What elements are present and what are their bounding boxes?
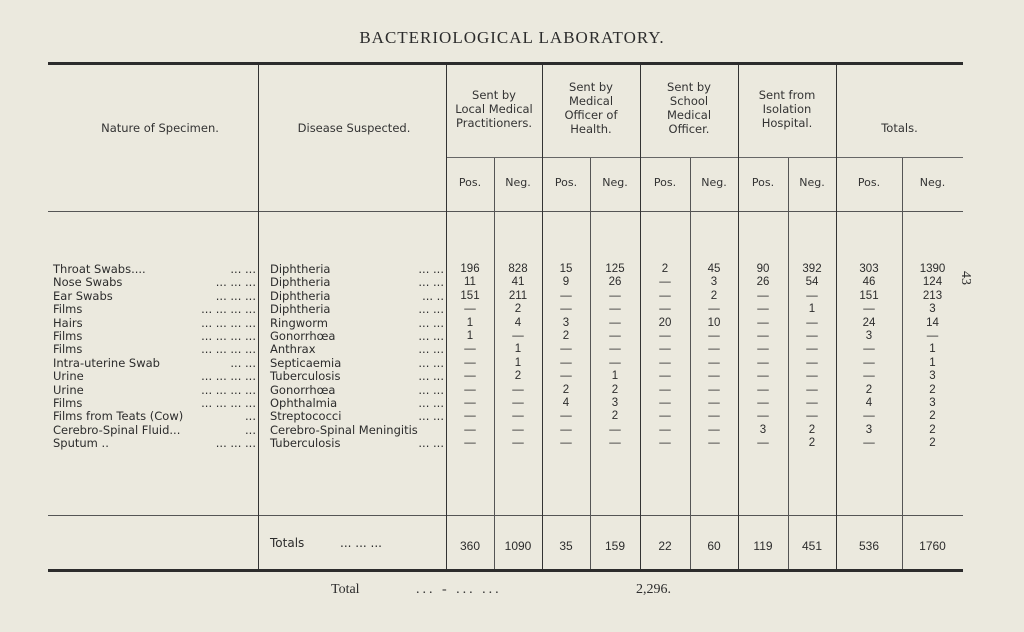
specimen-leader-dots: ... ... ... ... xyxy=(201,302,256,317)
table-cell-value: — xyxy=(806,343,818,356)
table-cell-value: — xyxy=(806,397,818,409)
table-cell-value: — xyxy=(560,410,572,423)
table-cell-value: 2 xyxy=(929,383,936,396)
table-cell-value: 1 xyxy=(611,370,619,383)
table-cell-value: — xyxy=(708,343,720,356)
table-cell-value: — xyxy=(757,303,769,316)
specimen-name: Films xyxy=(53,396,83,410)
table-cell-value: — xyxy=(464,423,476,436)
table-cell-value: 1390 xyxy=(919,263,946,275)
table-cell-value: — xyxy=(609,437,621,450)
header-group xyxy=(640,80,738,136)
table-cell-value: — xyxy=(863,437,875,450)
specimen-name: Urine xyxy=(53,369,84,384)
table-cell-value: 9 xyxy=(562,276,570,289)
specimen-leader-dots: ... xyxy=(245,422,256,437)
table-cell-value: — xyxy=(609,303,621,316)
table-cell-value: — xyxy=(926,330,939,342)
table-cell-value: 11 xyxy=(464,276,476,289)
specimen-name: Hairs xyxy=(53,315,83,330)
disease-name: Ophthalmia xyxy=(270,396,338,410)
table-cell-value: 2 xyxy=(929,423,936,436)
header-group-line: Officer. xyxy=(668,122,710,136)
table-cell-value: 3 xyxy=(865,330,873,342)
table-cell-value: 54 xyxy=(805,276,819,289)
table-cell-value: 46 xyxy=(862,276,876,289)
table-cell-value: 90 xyxy=(756,263,770,275)
table-cell-value: — xyxy=(609,316,621,329)
table-cell-value: — xyxy=(560,303,572,316)
header-pos: Pos. xyxy=(554,176,578,189)
table-cell-value: — xyxy=(464,383,476,396)
header-group-line: Officer of xyxy=(564,108,618,122)
table-cell-value: — xyxy=(863,410,875,423)
table-cell-value: — xyxy=(464,410,476,423)
disease-name: Anthrax xyxy=(270,342,316,357)
disease-name: Tuberculosis xyxy=(270,436,341,451)
header-group-line: Totals. xyxy=(881,121,918,135)
table-cell-value: — xyxy=(609,343,621,356)
table-cell-value: — xyxy=(757,383,769,396)
table-cell-value: — xyxy=(708,330,720,342)
header-group-line: Sent by xyxy=(569,80,613,94)
table-cell-value: 1 xyxy=(808,303,816,316)
table-cell-value: — xyxy=(659,437,671,450)
header-pos: Pos. xyxy=(653,176,677,189)
totals-value: 60 xyxy=(707,539,721,553)
header-group-line: School xyxy=(669,94,709,108)
totals-value: 1090 xyxy=(504,539,532,553)
table-cell-value: — xyxy=(464,303,476,316)
table-cell-value: — xyxy=(757,410,769,423)
table-cell-value: — xyxy=(708,437,720,450)
table-cell-value: — xyxy=(863,303,875,316)
specimen-name: Nose Swabs xyxy=(53,275,123,290)
table-cell-value: 1 xyxy=(929,343,936,356)
header-pos: Pos. xyxy=(458,176,482,189)
header-neg: Neg. xyxy=(701,176,727,189)
table-cell-value: — xyxy=(863,343,875,356)
table-cell-value: — xyxy=(609,356,621,369)
header-group-line: Sent from xyxy=(758,88,816,102)
disease-name: Diphtheria xyxy=(270,302,331,317)
table-cell-value: 4 xyxy=(865,397,873,409)
disease-leader-dots: ... ... xyxy=(418,382,444,397)
table-cell-value: 2 xyxy=(661,263,669,275)
header-group-line: Local Medical xyxy=(455,102,533,116)
specimen-leader-dots: ... ... ... ... xyxy=(201,315,256,330)
table-cell-value: — xyxy=(708,303,720,316)
specimen-name: Urine xyxy=(53,382,84,397)
table-cell-value: — xyxy=(560,343,572,356)
table-cell-value: — xyxy=(659,370,671,383)
table-cell-value: — xyxy=(659,410,671,423)
header-group-line: Isolation xyxy=(762,102,812,116)
specimen-name: Films xyxy=(53,342,83,357)
table-cell-value: 2 xyxy=(808,423,816,436)
table-cell-value: 3 xyxy=(611,397,619,409)
header-group-line: Medical xyxy=(568,94,614,108)
disease-leader-dots: ... ... xyxy=(418,329,444,343)
table-cell-value: — xyxy=(560,289,572,302)
header-group-line: Sent by xyxy=(667,80,711,94)
table-cell-value: — xyxy=(464,343,476,356)
disease-name: Streptococci xyxy=(270,409,342,424)
table-cell-value: — xyxy=(708,397,720,409)
table-cell-value: 4 xyxy=(562,397,570,409)
table-cell-value: — xyxy=(708,410,720,423)
table-cell-value: — xyxy=(708,423,720,436)
specimen-leader-dots: ... ... xyxy=(230,355,256,370)
header-group-line: Practitioners. xyxy=(455,116,532,130)
table-cell-value: — xyxy=(757,437,769,450)
specimen-name: Intra-uterine Swab xyxy=(53,355,160,370)
table-cell-value: 3 xyxy=(929,370,936,383)
header-group xyxy=(542,80,640,136)
table-cell-value: 303 xyxy=(859,263,879,275)
table-cell-value: — xyxy=(659,383,671,396)
table-cell-value: — xyxy=(757,289,769,302)
table-cell-value: — xyxy=(708,370,720,383)
page-title: BACTERIOLOGICAL LABORATORY. xyxy=(359,28,665,47)
header-pos: Pos. xyxy=(751,176,775,189)
table-cell-value: — xyxy=(806,330,818,342)
table-cell-value: 15 xyxy=(559,263,573,275)
table-cell-value: — xyxy=(806,289,818,302)
table-cell-value: — xyxy=(659,423,671,436)
table-cell-value: 3 xyxy=(759,423,767,436)
table-cell-value: — xyxy=(708,356,720,369)
specimen-name: Films xyxy=(53,302,83,317)
table-cell-value: 213 xyxy=(922,289,943,302)
disease-name: Diphtheria xyxy=(270,262,331,276)
specimen-name: Sputum .. xyxy=(53,436,109,451)
table-cell-value: — xyxy=(757,330,769,342)
table-cell-value: — xyxy=(863,356,875,369)
table-cell-value: — xyxy=(806,410,818,423)
table-cell-value: — xyxy=(708,383,720,396)
disease-leader-dots: ... ... xyxy=(418,302,444,317)
disease-leader-dots: ... ... xyxy=(418,369,444,384)
table-cell-value: — xyxy=(659,356,671,369)
table-cell-value: 2 xyxy=(808,437,816,450)
grand-total-value: 2,296. xyxy=(636,582,671,597)
header-bottom-rule xyxy=(48,211,963,212)
table-bottom-rule xyxy=(48,569,963,572)
table-cell-value: 828 xyxy=(508,263,528,275)
totals-value: 1760 xyxy=(919,539,946,553)
table-cell-value: 151 xyxy=(859,289,879,302)
totals-value: 119 xyxy=(753,539,773,553)
table-cell-value: — xyxy=(512,330,524,342)
table-cell-value: 196 xyxy=(460,263,480,275)
table-cell-value: 3 xyxy=(929,397,936,409)
table-cell-value: — xyxy=(757,356,769,369)
specimen-leader-dots: ... xyxy=(245,409,256,424)
table-cell-value: — xyxy=(464,356,476,369)
header-group xyxy=(446,88,542,130)
table-cell-value: — xyxy=(464,397,476,409)
header-nature-of-specimen: Nature of Specimen. xyxy=(101,121,219,135)
disease-name: Cerebro-Spinal Meningitis xyxy=(270,422,418,437)
table-cell-value: — xyxy=(806,383,818,396)
table-cell-value: 3 xyxy=(865,423,873,436)
disease-name: Gonorrhœa xyxy=(270,382,336,397)
grand-total-label: Total xyxy=(331,582,360,597)
specimen-leader-dots: ... ... ... ... xyxy=(201,382,256,397)
table-cell-value: 26 xyxy=(756,276,770,289)
totals-value: 22 xyxy=(658,539,672,553)
table-cell-value: 2 xyxy=(611,383,619,396)
totals-value: 536 xyxy=(858,539,880,553)
table-cell-value: 1 xyxy=(514,343,522,356)
header-pos: Pos. xyxy=(857,176,881,189)
table-cell-value: — xyxy=(757,343,769,356)
header-group-line: Hospital. xyxy=(761,116,813,130)
disease-leader-dots: ... ... xyxy=(418,436,444,451)
specimen-name: Cerebro-Spinal Fluid... xyxy=(53,422,181,437)
totals-label: Totals xyxy=(270,536,305,550)
table-cell-value: — xyxy=(659,343,671,356)
table-cell-value: — xyxy=(806,370,818,383)
table-cell-value: — xyxy=(609,423,621,436)
table-cell-value: — xyxy=(659,397,671,409)
disease-leader-dots: ... ... xyxy=(418,409,444,424)
header-group xyxy=(836,121,963,135)
header-neg: Neg. xyxy=(505,176,531,189)
table-cell-value: — xyxy=(659,276,671,289)
table-cell-value: 2 xyxy=(929,437,936,450)
table-cell-value: 2 xyxy=(929,410,936,423)
disease-leader-dots: ... ... xyxy=(418,315,444,330)
disease-leader-dots: ... ... xyxy=(418,396,444,410)
totals-value: 159 xyxy=(604,539,626,553)
totals-value: 451 xyxy=(801,539,823,553)
header-group-line: Sent by xyxy=(472,88,516,102)
specimen-name: Films from Teats (Cow) xyxy=(53,409,184,424)
table-cell-value: — xyxy=(757,397,769,409)
header-group-line: Medical xyxy=(666,108,712,122)
table-cell-value: 24 xyxy=(862,316,876,329)
table-cell-value: — xyxy=(512,410,524,423)
table-cell-value: — xyxy=(659,303,671,316)
table-cell-value: 14 xyxy=(926,316,939,329)
page-number: 43 xyxy=(958,271,973,285)
disease-name: Diphtheria xyxy=(270,275,331,290)
totals-rule xyxy=(48,515,963,516)
table-cell-value: — xyxy=(609,289,621,302)
specimen-leader-dots: ... ... ... ... xyxy=(201,369,256,384)
table-cell-value: — xyxy=(512,383,524,396)
table-cell-value: — xyxy=(757,316,769,329)
table-cell-value: 3 xyxy=(929,303,936,316)
header-group xyxy=(738,88,836,130)
table-cell-value: 1 xyxy=(514,356,522,369)
totals-value: 35 xyxy=(559,539,573,553)
table-cell-value: — xyxy=(757,370,769,383)
table-cell-value: — xyxy=(609,330,621,342)
totals-dots: ... ... ... xyxy=(340,536,382,550)
specimen-leader-dots: ... ... ... ... xyxy=(201,329,256,343)
specimen-leader-dots: ... ... ... ... xyxy=(201,396,256,410)
table-cell-value: 10 xyxy=(707,316,721,329)
specimen-name: Films xyxy=(53,329,83,343)
specimen-name: Throat Swabs.... xyxy=(53,262,146,276)
table-cell-value: 4 xyxy=(514,316,522,329)
table-cell-value: 41 xyxy=(511,276,525,289)
disease-leader-dots: ... ... xyxy=(418,342,444,357)
table-cell-value: 2 xyxy=(865,383,873,396)
specimen-leader-dots: ... ... ... xyxy=(215,436,256,451)
specimen-leader-dots: ... ... xyxy=(230,262,256,276)
table-cell-value: 45 xyxy=(707,263,721,275)
table-cell-value: — xyxy=(659,289,671,302)
disease-name: Gonorrhœa xyxy=(270,329,336,343)
table-cell-value: — xyxy=(863,370,875,383)
table-cell-value: — xyxy=(560,370,572,383)
column-divider xyxy=(258,65,259,569)
header-neg: Neg. xyxy=(919,176,946,189)
specimen-name: Ear Swabs xyxy=(53,288,113,303)
table-cell-value: 2 xyxy=(710,289,718,302)
table-cell-value: 3 xyxy=(710,276,718,289)
table-cell-value: — xyxy=(464,437,476,450)
table-cell-value: 211 xyxy=(508,289,528,302)
table-cell-value: 392 xyxy=(802,263,822,275)
table-cell-value: 2 xyxy=(562,383,570,396)
table-cell-value: 20 xyxy=(658,316,672,329)
table-cell-value: — xyxy=(806,316,818,329)
table-cell-value: 26 xyxy=(608,276,622,289)
table-cell-value: 1 xyxy=(929,356,936,369)
table-cell-value: — xyxy=(560,423,572,436)
disease-leader-dots: ... .. xyxy=(422,288,444,303)
specimen-leader-dots: ... ... ... xyxy=(215,275,256,290)
table-cell-value: — xyxy=(659,330,671,342)
table-cell-value: — xyxy=(560,437,572,450)
table-cell-value: — xyxy=(512,437,524,450)
table-cell-value: — xyxy=(512,397,524,409)
disease-name: Diphtheria xyxy=(270,288,331,303)
table-cell-value: — xyxy=(560,356,572,369)
header-disease-suspected: Disease Suspected. xyxy=(297,121,411,135)
header-neg: Neg. xyxy=(602,176,628,189)
header-group-line: Health. xyxy=(570,122,612,136)
table-cell-value: 2 xyxy=(611,410,619,423)
table-cell-value: — xyxy=(806,356,818,369)
disease-leader-dots: ... ... xyxy=(418,275,444,290)
specimen-leader-dots: ... ... ... ... xyxy=(201,342,256,357)
table-cell-value: 1 xyxy=(466,330,474,342)
disease-name: Septicaemia xyxy=(270,355,342,370)
table-cell-value: 2 xyxy=(514,370,522,383)
table-cell-value: 125 xyxy=(605,263,625,275)
table-cell-value: 3 xyxy=(562,316,570,329)
disease-name: Tuberculosis xyxy=(270,369,341,384)
header-neg: Neg. xyxy=(799,176,825,189)
grand-total-dots: ... - ... ... xyxy=(416,582,502,597)
table-cell-value: 2 xyxy=(562,330,570,342)
table-cell-value: — xyxy=(512,423,524,436)
table-cell-value: 2 xyxy=(514,303,522,316)
header-group-rule xyxy=(446,157,963,158)
table-top-rule xyxy=(48,62,963,65)
table-cell-value: 1 xyxy=(466,316,474,329)
table-cell-value: 124 xyxy=(922,276,943,289)
table-cell-value: — xyxy=(464,370,476,383)
disease-leader-dots: ... ... xyxy=(418,262,444,276)
specimen-leader-dots: ... ... ... xyxy=(215,288,256,303)
disease-name: Ringworm xyxy=(270,315,328,330)
disease-leader-dots: ... ... xyxy=(418,355,444,370)
totals-value: 360 xyxy=(459,539,481,553)
table-cell-value: 151 xyxy=(460,289,480,302)
